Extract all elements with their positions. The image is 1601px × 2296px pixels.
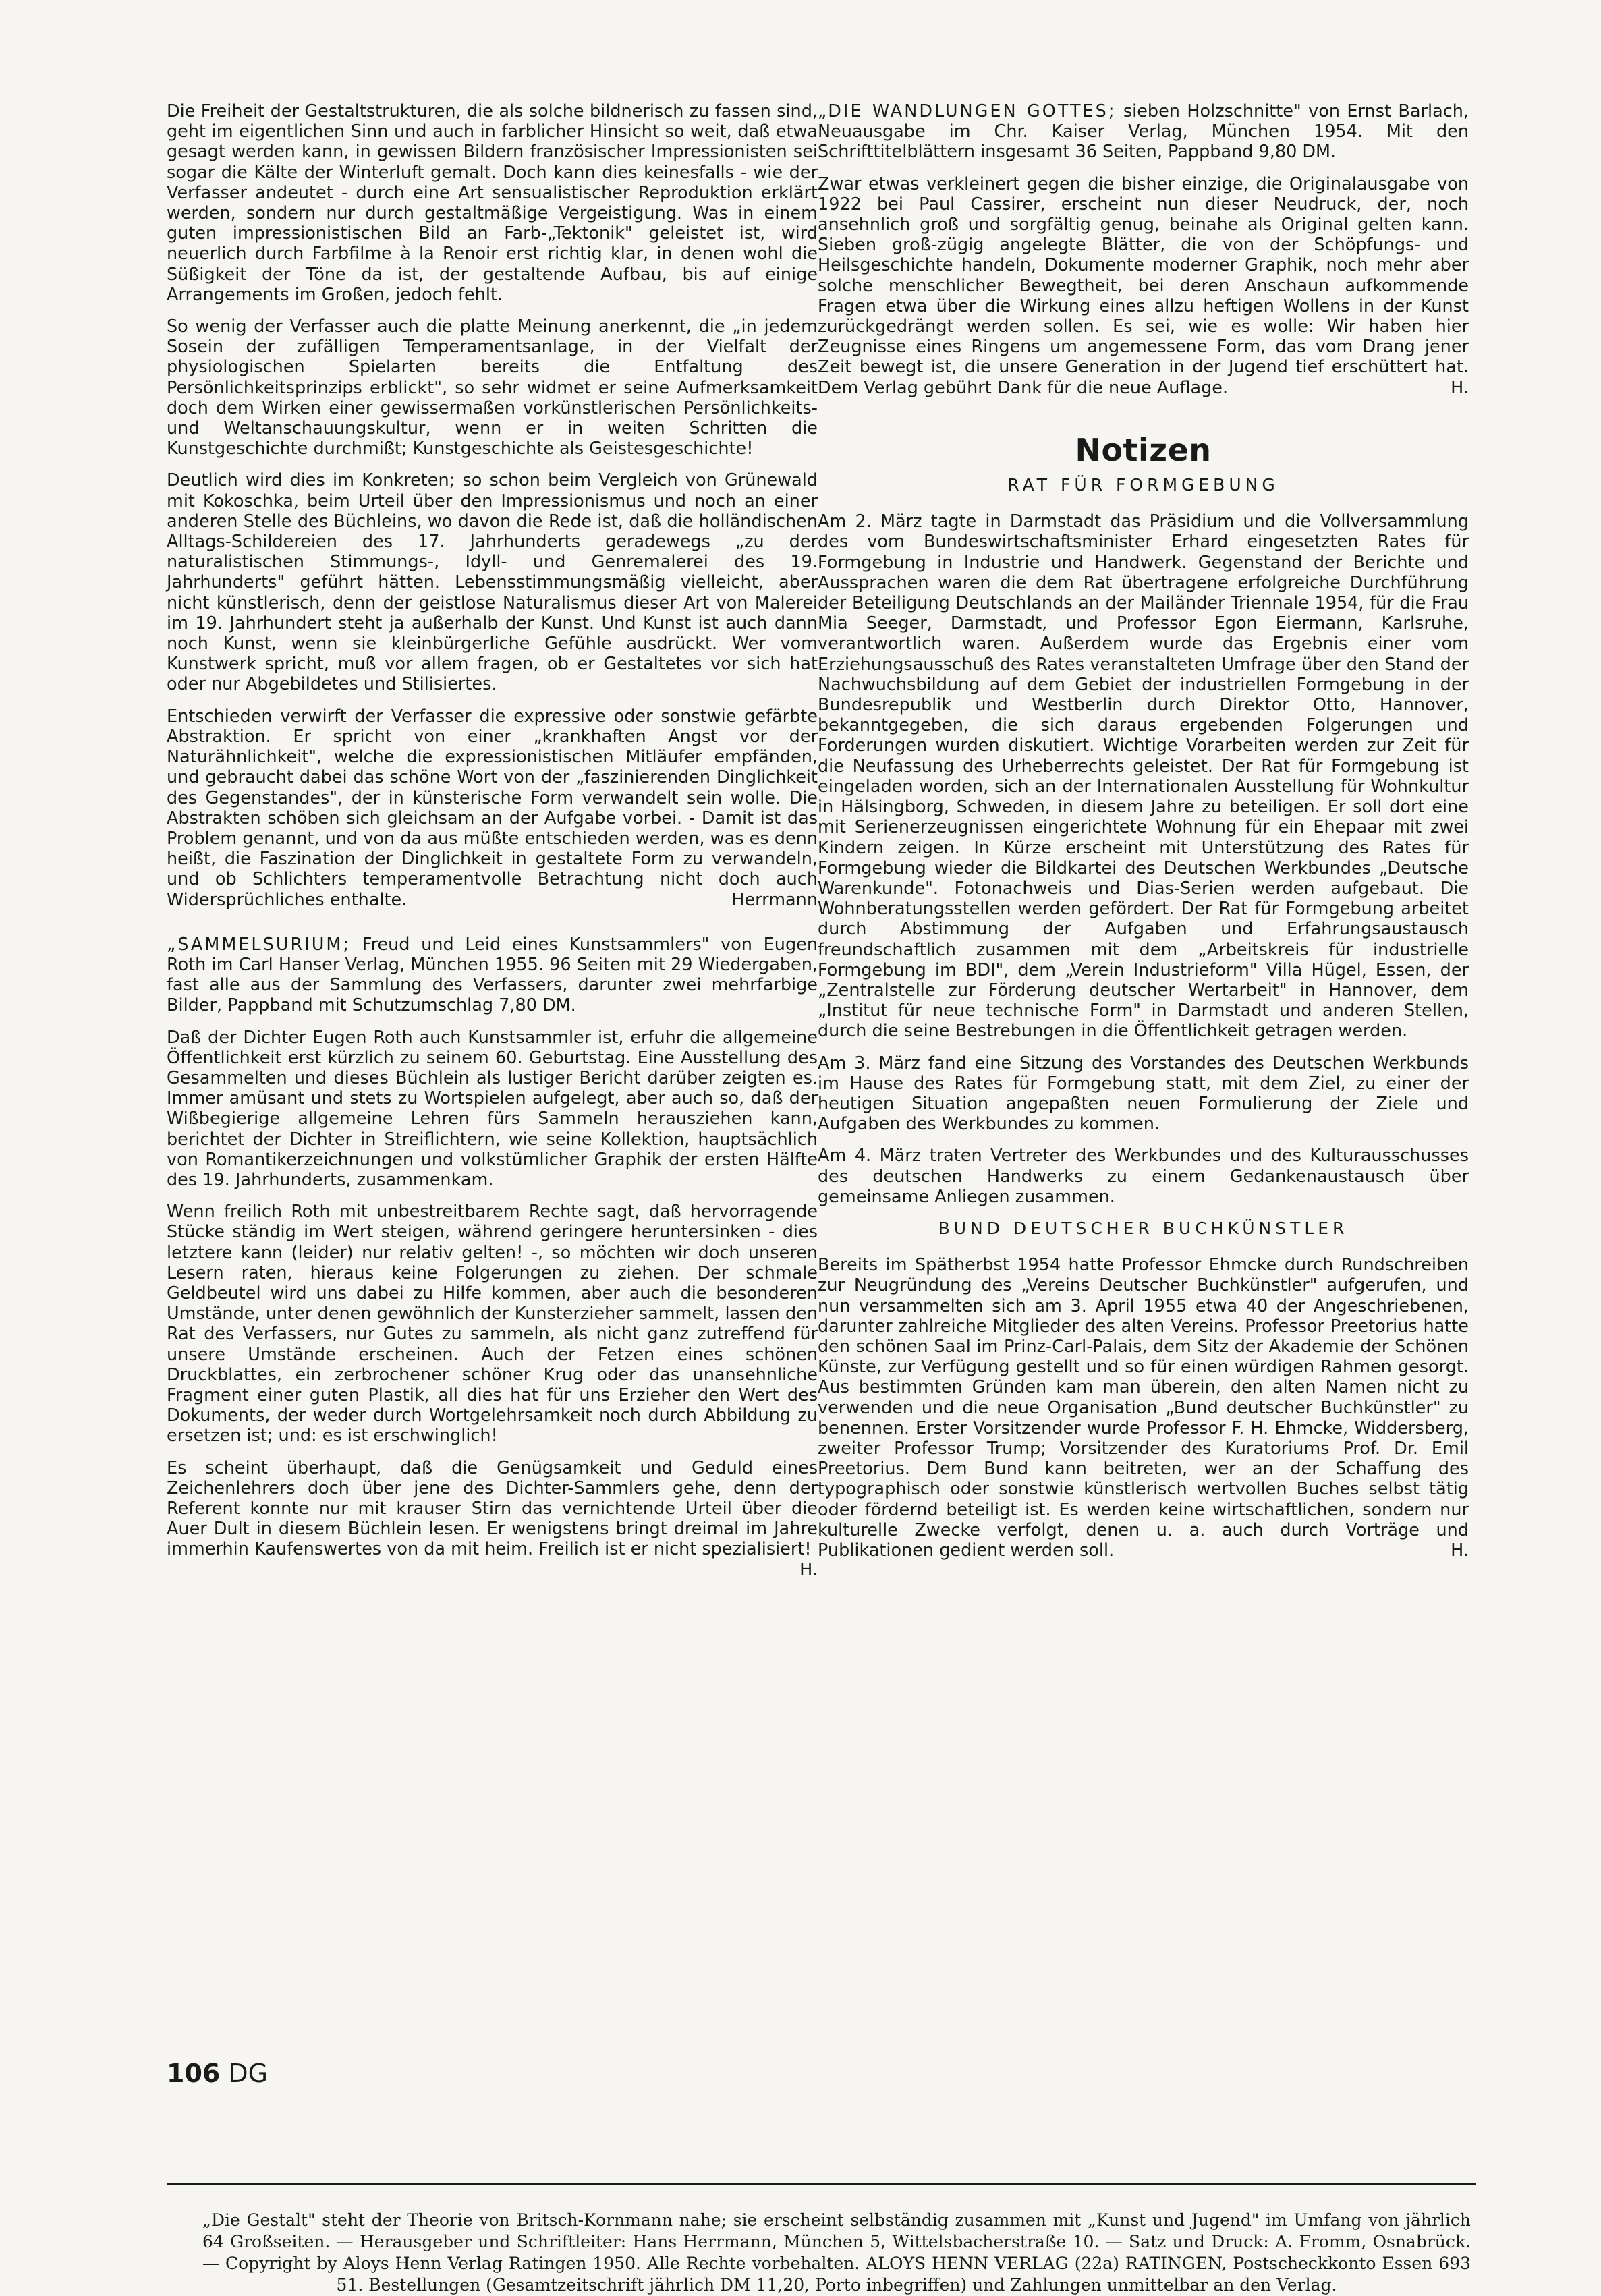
signature: H. [1451,377,1469,398]
paragraph [167,1457,818,1580]
page-number [167,2059,268,2088]
subheading: BUND DEUTSCHER BUCHKÜNSTLER [938,1218,1349,1238]
signature: Herrmann [731,889,818,910]
footer-rule [167,2183,1476,2185]
review-title: „DIE WANDLUNGEN GOTTES; [818,101,1117,121]
paragraph [818,174,1469,398]
signature: H. [1451,1540,1469,1561]
paragraph: Deutlich wird dies im Konkreten; so schon beim Vergleich von Grünewald mit Kokoschka, beim Urteil über den Impressionismus und noch an einer anderen Stelle des Büchleins, wo davon die Rede ist, daß die holländischen Alltags-Schildereien des 17. Jahrhunderts geradewegs „zu der naturalistischen Stimmungs-, Idyll- und Genremalerei des 19. Jahrhunderts" geführt hätten. Lebensstimmungsmäßig vielleicht, aber nicht künstlerisch, denn der geistlose Naturalismus dieser Art von Malerei im 19. Jahrhundert steht ja außerhalb der Kunst. Und Kunst ist auch dann noch Kunst, wenn sie kleinbürgerliche Gefühle ausdrückt. Wer vom Kunstwerk spricht, muß vor allem fragen, ob er Gestaltetes vor sich hat oder nur Abgebildetes und Stilisiertes. [167,470,818,695]
paragraph [818,1255,1469,1561]
paragraph-text: Entschieden verwirft der Verfasser die expressive oder sonstwie gefärbte Abstraktion. Er spricht von einer „krankhaften Angst vor der Naturähnlichkeit", welche die expressionistischen Mitläufer empfänden, und gebraucht dabei das schöne Wort von der „faszinierenden Dinglichkeit des Gegenstandes", der in künsterische Form verwandelt sein wolle. Die Abstrakten schöben sich gleichsam an der Aufgabe vorbei. - Damit ist das Problem genannt, und von da aus müßte entschieden werden, was es denn heißt, die Faszination der Dinglichkeit in gestaltete Form zu verwandeln, und ob Schlichters temperamentvolle Betrachtung nicht doch auch Widersprüchliches enthalte. [167,706,818,910]
paragraph: So wenig der Verfasser auch die platte Meinung anerkennt, die „in jedem Sosein der zufälligen Temperamentsanlage, in der Vielfalt der physiologischen Spielarten bereits die Entfaltung des Persönlichkeitsprinzips erblickt", so sehr widmet er seine Aufmerksamkeit doch dem Wirken einer gewissermaßen vorkünstlerischen Persönlichkeits- und Weltanschauungskultur, wenn er in weiten Schritten die Kunstgeschichte durchmißt; Kunstgeschichte als Geistesgeschichte! [167,316,818,459]
paragraph-text: Es scheint überhaupt, daß die Genügsamkeit und Geduld eines Zeichenlehrers doch über jene des Dichter-Sammlers gehe, denn der Referent konnte nur mit krauser Stirn das vernichtende Urteil über die Auer Dult in diesem Büchlein lesen. Er wenigstens bringt dreimal im Jahre immerhin Kaufenswertes von da mit heim. Freilich ist er nicht spezialisiert! [167,1457,818,1560]
page-number-value: 106 [167,2059,221,2088]
review-title: „SAMMELSURIUM; [167,934,351,955]
paragraph: Am 4. März traten Vertreter des Werkbundes und des Kulturausschusses des deutschen Handwerks zu einem Gedankenaustausch über gemeinsame Anliegen zusammen. [818,1146,1469,1207]
paragraph-text: Zwar etwas verkleinert gegen die bisher einzige, die Originalausgabe von 1922 bei Paul Cassirer, erscheint nun dieser Neudruck, der, noch ansehnlich groß und sorgfältig genug, beinahe als Original gelten kann. Sieben groß-zügig angelegte Blätter, die von der Schöpfungs- und Heilsgeschichte handeln, Dokumente moderner Graphik, noch mehr aber solche menschlicher Bewegtheit, bei deren Anschaun aufkommende Fragen etwa über die Wirkung eines allzu heftigen Wollens in der Kunst zurückgedrängt werden sollen. Es sei, wie es wolle: Wir haben hier Zeugnisse eines Ringens um angemessene Form, das vom Drang jener Zeit bewegt ist, die unsere Generation in der Jugend tief erschüttert hat. Dem Verlag gebührt Dank für die neue Auflage. [818,173,1469,398]
paragraph: Daß der Dichter Eugen Roth auch Kunstsammler ist, erfuhr die allgemeine Öffentlichkeit erst kürzlich zu seinem 60. Geburtstag. Eine Ausstellung des Gesammelten und dieses Büchlein als lustiger Bericht darüber zeigten es. Immer amüsant und stets zu Wortspielen aufgelegt, aber auch so, daß der Wißbegierige allgemeine Lehren fürs Sammeln herausziehen kann, berichtet der Dichter in Streiflichtern, wie seine Kollektion, hauptsächlich von Romantikerzeichnungen und volkstümlicher Graphik der ersten Hälfte des 19. Jahrhunderts, zusammenkam. [167,1027,818,1190]
signature: H. [799,1559,818,1580]
paragraph-text: Bereits im Spätherbst 1954 hatte Professor Ehmcke durch Rundschreiben zur Neugründung des „Vereins Deutscher Buchkünstler" aufgerufen, und nun versammelten sich am 3. April 1955 etwa 40 der Angeschriebenen, darunter zahlreiche Mitglieder des alten Vereins. Professor Preetorius hatte den schönen Saal im Prinz-Carl-Palais, dem Sitz der Akademie der Schönen Künste, zur Verfügung gestellt und so für einen würdigen Rahmen gesorgt. Aus bestimmten Gründen kam man überein, den alten Namen nicht zu verwenden und die neue Organisation „Bund deutscher Buchkünstler" zu benennen. Erster Vorsitzender wurde Professor F. H. Ehmcke, Widdersberg, zweiter Professor Trump; Vorsitzender des Kuratoriums Prof. Dr. Emil Preetorius. Dem Bund kann beitreten, wer an der Schaffung des typographisch oder sonstwie künstlerisch wertvollen Buches selbst tätig oder fördernd beteiligt ist. Es werden keine wirtschaftlichen, sondern nur kulturelle Zwecke verfolgt, denen u. a. auch durch Vorträge und Publikationen gedient werden soll. [818,1255,1469,1561]
paragraph: Wenn freilich Roth mit unbestreitbarem Rechte sagt, daß hervorragende Stücke ständig im Wert steigen, während geringere heruntersinken - dies letztere kann (leider) nur relativ gelten! -, so möchten wir doch unseren Lesern raten, hieraus keine Folgerungen zu ziehen. Der schmale Geldbeutel wird uns dabei zu Hilfe kommen, aber auch die besonderen Umstände, unter denen gewöhnlich der Kunsterzieher sammelt, lassen den Rat des Verfassers, nur Gutes zu sammeln, als nicht ganz zutreffend für unsere Umstände erscheinen. Auch der Fetzen eines schönen Druckblattes, ein zerbrochener schöner Krug oder das unansehnliche Fragment einer guten Plastik, all dies hat für uns Erzieher den Wert des Dokuments, der weder durch Wortgelehrsamkeit noch durch Abbildung zu ersetzen ist; und: es ist erschwinglich! [167,1202,818,1447]
review-heading [167,934,818,1016]
journal-abbr: DG [228,2059,269,2088]
paragraph: Die Freiheit der Gestaltstrukturen, die als solche bildnerisch zu fassen sind, geht im eigentlichen Sinn und auch in farblicher Hinsicht so weit, daß etwa gesagt werden kann, in gewissen Bildern französischer Impressionisten sei sogar die Kälte der Winterluft gemalt. Doch kann dies keinesfalls - wie der Verfasser andeutet - durch eine Art sensualistischer Reproduktion erklärt werden, sondern nur durch gestaltmäßige Vergeistigung. Was in einem guten impressionistischen Bild an Farb-„Tektonik" geleistet ist, wird neuerlich durch Farbfilme à la Renoir erst richtig klar, in denen wohl die Süßigkeit der Töne da ist, der gestaltende Aufbau, bis auf einige Arrangements im Großen, jedoch fehlt. [167,101,818,305]
left-column [167,101,818,1580]
imprint: „Die Gestalt" steht der Theorie von Britsch-Kornmann nahe; sie erscheint selbständig zusammen mit „Kunst und Jugend" im Umfang von jährlich 64 Großseiten. — Herausgeber und Schriftleiter: Hans Herrmann, München 5, Wittelsbacherstraße 10. — Satz und Druck: A. Fromm, Osnabrück. — Copyright by Aloys Henn Verlag Ratingen 1950. Alle Rechte vorbehalten. ALOYS HENN VERLAG (22a) RATINGEN, Postscheckkonto Essen 693 51. Bestellungen (Gesamtzeitschrift jährlich DM 11,20, Porto inbegriffen) und Zahlungen unmittelbar an den Verlag. [202,2210,1471,2295]
review-details: sieben Holzschnitte" von Ernst Barlach, Neuausgabe im Chr. Kaiser Verlag, München 1954. Mit den Schrifttitelblättern insgesamt 36 Seiten, Pappband 9,80 DM. [818,101,1469,163]
paragraph: Am 2. März tagte in Darmstadt das Präsidium und die Vollversammlung des vom Bundeswirtschaftsminister Erhard eingesetzten Rates für Formgebung in Industrie und Handwerk. Gegenstand der Berichte und Aussprachen waren die dem Rat übertragene erfolgreiche Durchführung der Beteiligung Deutschlands an der Mailänder Triennale 1954, für die Frau Mia Seeger, Darmstadt, und Professor Egon Eiermann, Karlsruhe, verantwortlich waren. Außerdem wurde das Ergebnis einer vom Erziehungsausschuß des Rates veranstalteten Umfrage über den Stand der Nachwuchsbildung auf dem Gebiet der industriellen Formgebung in der Bundesrepublik und Westberlin durch Direktor Otto, Hannover, bekanntgegeben, die sich daraus ergebenden Folgerungen und Forderungen wurden diskutiert. Wichtige Vorarbeiten werden zur Zeit für die Neufassung des Urheberrechts geleistet. Der Rat für Formgebung ist eingeladen worden, sich an der Internationalen Ausstellung für Wohnkultur in Hälsingborg, Schweden, in diesem Jahre zu beteiligen. Er soll dort eine mit Serienerzeugnissen eingerichtete Wohnung für ein Ehepaar mit zwei Kindern zeigen. In Kürze erscheint mit Unterstützung des Rates für Formgebung wieder die Bildkartei des Deutschen Werkbundes „Deutsche Warenkunde". Fotonachweis und Dias-Serien werden aufgebaut. Die Wohnberatungsstellen werden gefördert. Der Rat für Formgebung arbeitet durch Abstimmung der Aufgaben und Erfahrungsaustausch freundschaftlich zusammen mit dem „Arbeitskreis für industrielle Formgebung im BDI", dem „Verein Industrieform" Villa Hügel, Essen, der „Zentralstelle zur Förderung deutscher Wertarbeit" in Hannover, dem „Institut für neue technische Form" in Darmstadt und anderen Stellen, durch die seine Bestrebungen in die Öffentlichkeit getragen werden. [818,511,1469,1042]
section-heading: Notizen [1075,431,1212,468]
paragraph [167,706,818,910]
right-column [818,101,1469,1572]
review-details: Freud und Leid eines Kunstsammlers" von Eugen Roth im Carl Hanser Verlag, München 1955. 96 Seiten mit 29 Wiedergaben, fast alle aus der Sammlung des Verfassers, darunter zwei mehrfarbige Bilder, Pappband mit Schutzumschlag 7,80 DM. [167,934,818,1016]
subheading: RAT FÜR FORMGEBUNG [1007,475,1279,495]
review-heading [818,101,1469,163]
paragraph: Am 3. März fand eine Sitzung des Vorstandes des Deutschen Werkbunds im Hause des Rates für Formgebung statt, mit dem Ziel, zu einer der heutigen Situation angepaßten neuen Formulierung der Ziele und Aufgaben des Werkbundes zu kommen. [818,1053,1469,1135]
